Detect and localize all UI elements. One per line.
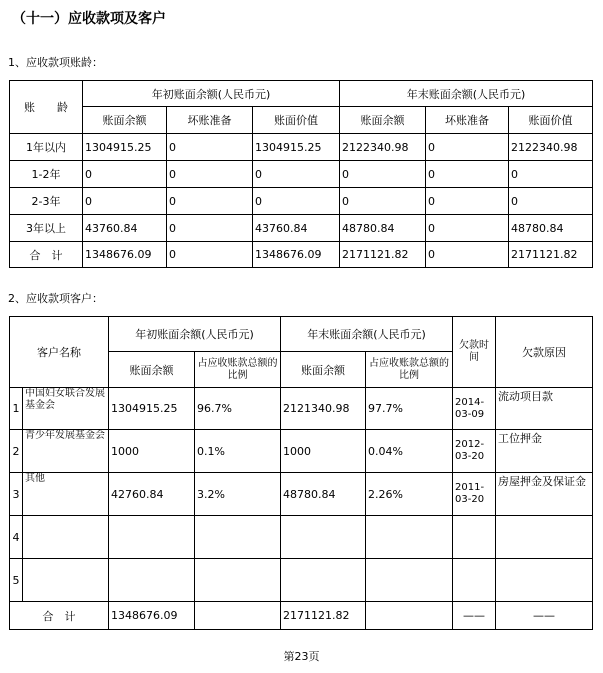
cell: 96.7%	[195, 388, 281, 430]
overdue-reason: 工位押金	[496, 430, 593, 473]
total-row	[10, 602, 593, 630]
header-begin-balance: 年初账面余额(人民币元)	[109, 317, 281, 352]
cell	[195, 559, 281, 602]
subheader: 账面余额	[281, 352, 366, 388]
cell: 1348676.09	[253, 242, 340, 268]
header-end-balance: 年末账面余额(人民币元)	[281, 317, 453, 352]
cell	[366, 516, 453, 559]
cell: 0	[426, 215, 509, 242]
cell: 0	[253, 161, 340, 188]
cell	[195, 516, 281, 559]
row-number: 1	[10, 388, 23, 430]
table-row	[10, 134, 593, 161]
overdue-reason: 流动项目款	[496, 388, 593, 430]
page-number: 第23页	[283, 650, 320, 663]
customer-table	[9, 316, 593, 630]
cell: 2122340.98	[509, 134, 593, 161]
overdue-time: 2014-03-09	[453, 388, 496, 430]
subheader: 账面余额	[109, 352, 195, 388]
cell: 0	[167, 242, 253, 268]
customer-name: 中国妇女联合发展基金会	[23, 388, 109, 430]
cell: 1000	[109, 430, 195, 473]
overdue-reason	[496, 559, 593, 602]
cell: 3.2%	[195, 473, 281, 516]
table-row	[10, 430, 593, 473]
total-label: 合 计	[10, 602, 109, 630]
cell: 0	[340, 161, 426, 188]
cell	[366, 602, 453, 630]
header-age: 账 龄	[10, 81, 83, 134]
table-row	[10, 516, 593, 559]
page-title: （十一）应收款项及客户	[12, 11, 166, 27]
cell: 1348676.09	[109, 602, 195, 630]
cell: 48780.84	[340, 215, 426, 242]
cell: 0	[426, 188, 509, 215]
subheader: 账面余额	[340, 107, 426, 134]
table-row	[10, 161, 593, 188]
customer-name	[23, 516, 109, 559]
cell: 97.7%	[366, 388, 453, 430]
cell: 0	[83, 188, 167, 215]
overdue-reason: ——	[496, 602, 593, 630]
cell	[109, 516, 195, 559]
cell: 2171121.82	[281, 602, 366, 630]
header-overdue-time: 欠款时间	[453, 317, 496, 388]
cell	[281, 516, 366, 559]
cell: 42760.84	[109, 473, 195, 516]
customer-name	[23, 559, 109, 602]
cell: 0	[426, 161, 509, 188]
subheader: 账面余额	[83, 107, 167, 134]
row-number: 4	[10, 516, 23, 559]
cell	[281, 559, 366, 602]
row-label: 合 计	[10, 242, 83, 268]
cell: 1348676.09	[83, 242, 167, 268]
cell: 0	[167, 215, 253, 242]
header-customer-name: 客户名称	[10, 317, 109, 388]
cell: 2171121.82	[509, 242, 593, 268]
section1-heading: 1、应收款项账龄：	[8, 56, 103, 69]
cell: 0	[167, 188, 253, 215]
total-row	[10, 242, 593, 268]
table-row	[10, 188, 593, 215]
cell: 0.1%	[195, 430, 281, 473]
cell: 2122340.98	[340, 134, 426, 161]
table-row	[10, 559, 593, 602]
subheader: 占应收账款总额的比例	[366, 352, 453, 388]
cell	[366, 559, 453, 602]
cell: 2121340.98	[281, 388, 366, 430]
cell: 48780.84	[281, 473, 366, 516]
overdue-reason	[496, 516, 593, 559]
cell: 0	[509, 188, 593, 215]
cell: 1304915.25	[83, 134, 167, 161]
cell: 0	[509, 161, 593, 188]
cell: 43760.84	[253, 215, 340, 242]
customer-name: 青少年发展基金会	[23, 430, 109, 473]
subheader: 坏账准备	[167, 107, 253, 134]
overdue-reason: 房屋押金及保证金	[496, 473, 593, 516]
cell: 0	[426, 242, 509, 268]
cell: 2171121.82	[340, 242, 426, 268]
row-number: 5	[10, 559, 23, 602]
row-label: 3年以上	[10, 215, 83, 242]
cell: 0	[253, 188, 340, 215]
aging-table	[9, 80, 593, 268]
row-label: 1年以内	[10, 134, 83, 161]
row-label: 2-3年	[10, 188, 83, 215]
cell	[195, 602, 281, 630]
overdue-time	[453, 559, 496, 602]
cell: 43760.84	[83, 215, 167, 242]
customer-name: 其他	[23, 473, 109, 516]
cell: 0	[83, 161, 167, 188]
overdue-time: 2011-03-20	[453, 473, 496, 516]
table-row	[10, 215, 593, 242]
subheader: 坏账准备	[426, 107, 509, 134]
row-number: 3	[10, 473, 23, 516]
overdue-time: 2012-03-20	[453, 430, 496, 473]
header-overdue-reason: 欠款原因	[496, 317, 593, 388]
cell: 1000	[281, 430, 366, 473]
subheader: 账面价值	[253, 107, 340, 134]
cell: 0.04%	[366, 430, 453, 473]
section2-heading: 2、应收款项客户：	[8, 292, 103, 305]
subheader: 账面价值	[509, 107, 593, 134]
cell	[109, 559, 195, 602]
cell: 48780.84	[509, 215, 593, 242]
header-end-balance: 年末账面余额(人民币元)	[340, 81, 593, 107]
row-number: 2	[10, 430, 23, 473]
header-begin-balance: 年初账面余额(人民币元)	[83, 81, 340, 107]
cell: 0	[167, 134, 253, 161]
row-label: 1-2年	[10, 161, 83, 188]
cell: 0	[340, 188, 426, 215]
subheader: 占应收账款总额的比例	[195, 352, 281, 388]
cell: 0	[426, 134, 509, 161]
overdue-time: ——	[453, 602, 496, 630]
cell: 1304915.25	[253, 134, 340, 161]
cell: 1304915.25	[109, 388, 195, 430]
cell: 2.26%	[366, 473, 453, 516]
table-row	[10, 388, 593, 430]
table-row	[10, 473, 593, 516]
cell: 0	[167, 161, 253, 188]
overdue-time	[453, 516, 496, 559]
